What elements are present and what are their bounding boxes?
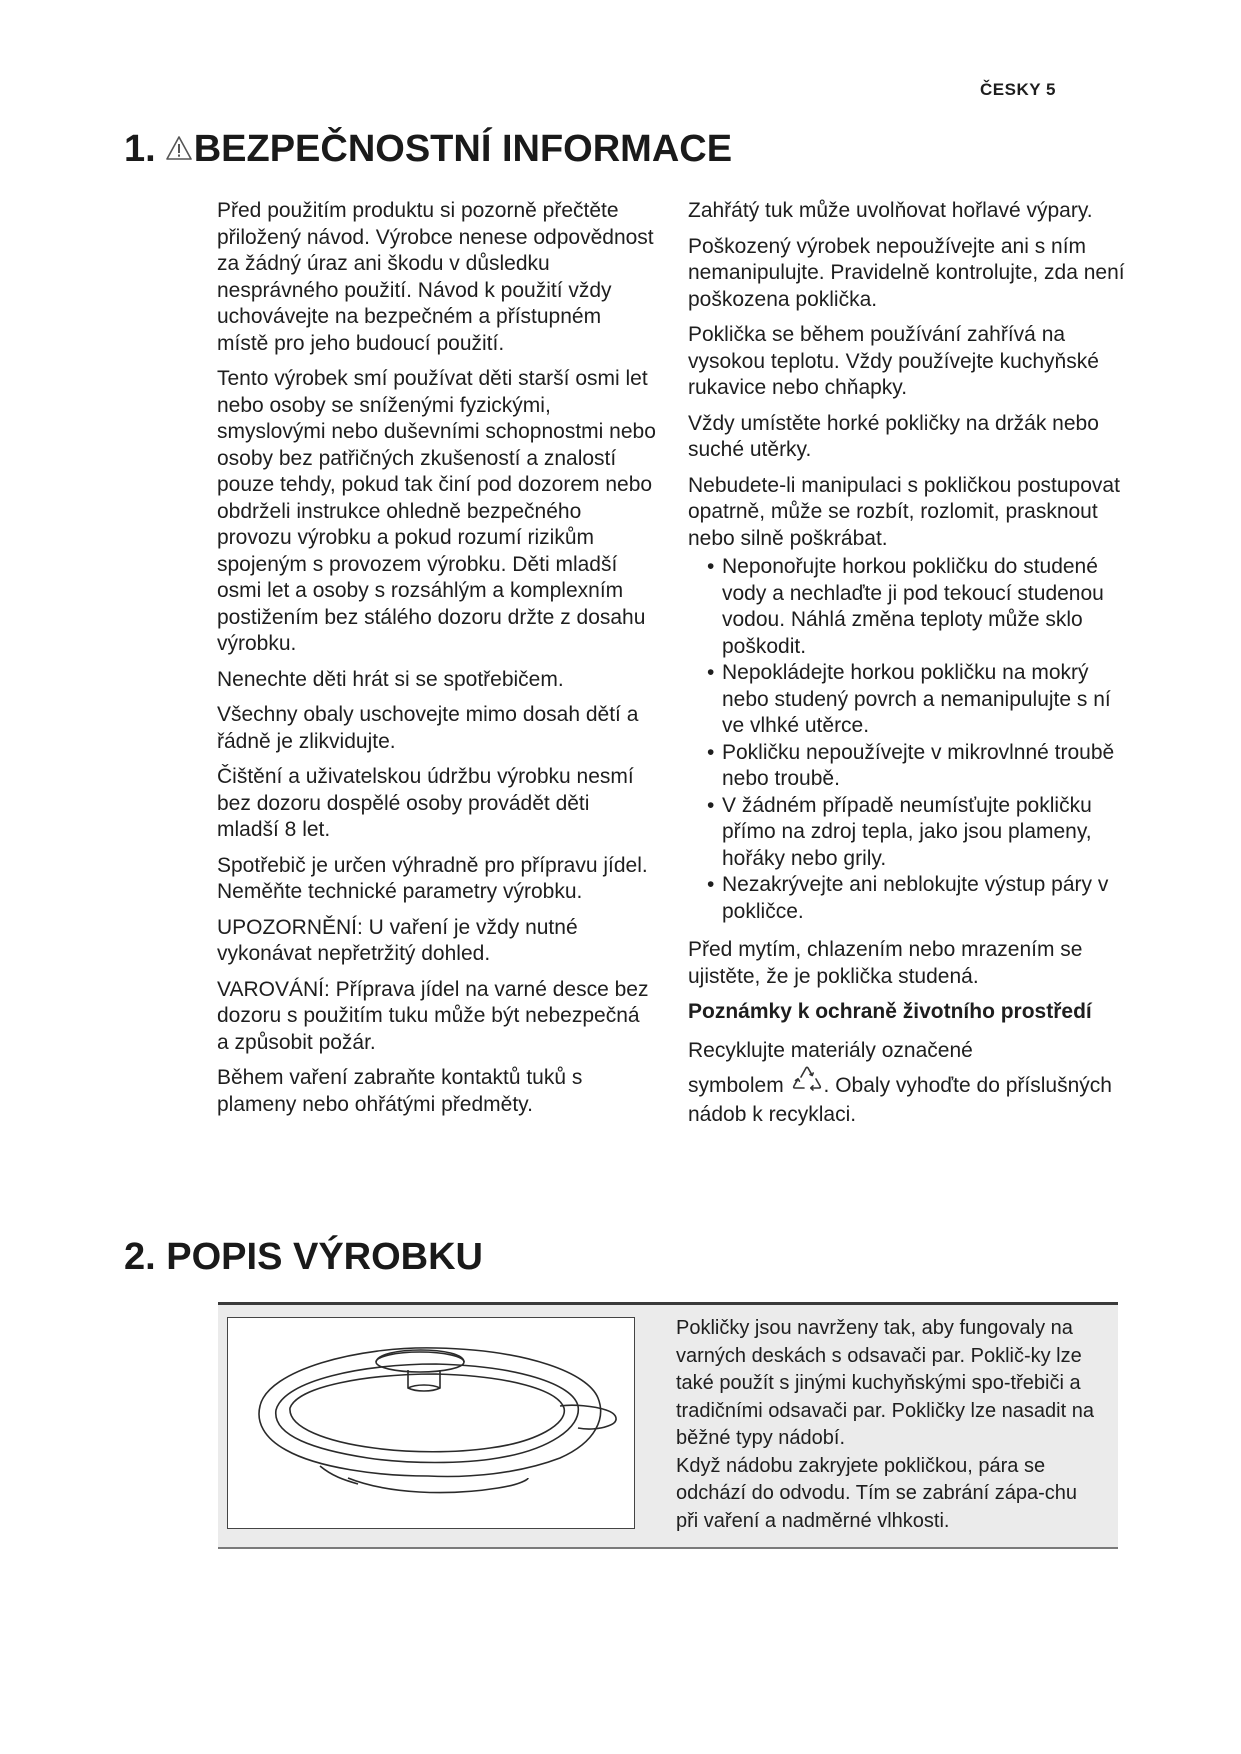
section-1-number: 1. bbox=[124, 128, 156, 170]
section-2-number: 2. bbox=[124, 1236, 156, 1278]
section-1-title: BEZPEČNOSTNÍ INFORMACE bbox=[193, 128, 733, 170]
list-item: • V žádném případě neumísťujte pokličku přímo na zdroj tepla, jako jsou plameny, hořáky nebo grily. bbox=[688, 793, 1126, 873]
paragraph: Vždy umístěte horké pokličky na držák nebo suché utěrky. bbox=[688, 411, 1099, 461]
paragraph: Před mytím, chlazením nebo mrazením se ujistěte, že je poklička studená. bbox=[688, 938, 1083, 988]
section-1-heading bbox=[124, 128, 732, 171]
paragraph: Čištění a uživatelskou údržbu výrobku nesmí bez dozoru dospělé osoby provádět děti mladší 8 let. bbox=[217, 765, 634, 841]
right-column bbox=[688, 198, 1126, 1137]
symbol-word: symbolem bbox=[688, 1074, 784, 1097]
warning-triangle-icon bbox=[166, 128, 192, 171]
list-item: • Pokličku nepoužívejte v mikrovlnné troubě nebo troubě. bbox=[688, 740, 1126, 793]
paragraph: Všechny obaly uschovejte mimo dosah dětí a řádně je zlikvidujte. bbox=[217, 703, 639, 753]
section-2-title: POPIS VÝROBKU bbox=[166, 1236, 483, 1278]
paragraph: Zahřátý tuk může uvolňovat hořlavé výpary. bbox=[688, 199, 1093, 222]
paragraph: Poklička se během používání zahřívá na vysokou teplotu. Vždy používejte kuchyňské rukavice nebo chňapky. bbox=[688, 323, 1099, 399]
environment-text-start: Recyklujte materiály označené bbox=[688, 1038, 973, 1062]
environment-text bbox=[688, 1038, 1126, 1129]
section-2-heading bbox=[124, 1236, 483, 1279]
page-header: ČESKY 5 bbox=[980, 80, 1056, 99]
paragraph: Nebudete-li manipulaci s pokličkou postupovat opatrně, může se rozbít, rozlomit, prasknout nebo silně poškrábat. bbox=[688, 473, 1120, 550]
product-description-box bbox=[218, 1302, 1118, 1549]
environment-text-end: . Obaly vyhoďte do příslušných nádob k recyklaci. bbox=[688, 1074, 1112, 1126]
description-paragraph: Když nádobu zakryjete pokličkou, pára se odchází do odvodu. Tím se zabrání zápa-chu při vaření a nadměrné vlhkosti. bbox=[676, 1454, 1077, 1532]
paragraph: Nenechte děti hrát si se spotřebičem. bbox=[217, 667, 564, 691]
left-column bbox=[217, 198, 657, 1127]
bullet-list bbox=[688, 554, 1126, 925]
paragraph: Tento výrobek smí používat děti starší osmi let nebo osoby se sníženými fyzickými, smyslovými nebo duševními schopnostmi nebo osoby bez patřičných zkušeností a znalostí pouze tehdy, pokud tak činí pod dozorem nebo obdrželi instrukce ohledně bezpečného provozu výrobku a pokud rozumí rizikům spojeným s provozem výrobku. Děti mladší osmi let a osoby s rozsáhlým a komplexním postižením bez stálého dozoru držte z dosahu výrobku. bbox=[217, 367, 656, 655]
product-description-text bbox=[676, 1315, 1096, 1535]
paragraph: Před použitím produktu si pozorně přečtěte přiložený návod. Výrobce nenese odpovědnost za žádný úraz ani škodu v důsledku nesprávného použití. Návod k použití vždy uchovávejte na bezpečném a přístupném místě pro jeho budoucí použití. bbox=[217, 199, 654, 355]
environment-heading: Poznámky k ochraně životního prostředí bbox=[688, 1000, 1092, 1023]
paragraph: Během vaření zabraňte kontaktů tuků s plameny nebo ohřátými předměty. bbox=[217, 1066, 583, 1116]
description-paragraph: Pokličky jsou navrženy tak, aby fungovaly na varných deskách s odsavači par. Poklič-ky lze také použít s jinými kuchyňskými spo-třebiči a tradičními odsavači par. Pokličky lze nasadit na běžné typy nádobí. bbox=[676, 1317, 1094, 1449]
lid-illustration bbox=[227, 1317, 635, 1529]
list-item: • Neponořujte horkou pokličku do studené vody a nechlaďte ji pod tekoucí studenou vodou. Náhlá změna teploty může sklo poškodit. bbox=[688, 554, 1126, 660]
list-item: • Nezakrývejte ani neblokujte výstup páry v pokličce. bbox=[688, 872, 1126, 925]
paragraph: VAROVÁNÍ: Příprava jídel na varné desce bez dozoru s použitím tuku může být nebezpečná a způsobit požár. bbox=[217, 977, 649, 1054]
paragraph: Poškozený výrobek nepoužívejte ani s ním nemanipulujte. Pravidelně kontrolujte, zda není poškozena poklička. bbox=[688, 234, 1125, 311]
paragraph: Spotřebič je určen výhradně pro přípravu jídel. Neměňte technické parametry výrobku. bbox=[217, 853, 648, 903]
paragraph: UPOZORNĚNÍ: U vaření je vždy nutné vykonávat nepřetržitý dohled. bbox=[217, 915, 578, 965]
recycle-icon bbox=[790, 1064, 824, 1102]
list-item: • Nepokládejte horkou pokličku na mokrý nebo studený povrch a nemanipulujte s ní ve vlhké utěrce. bbox=[688, 660, 1126, 740]
